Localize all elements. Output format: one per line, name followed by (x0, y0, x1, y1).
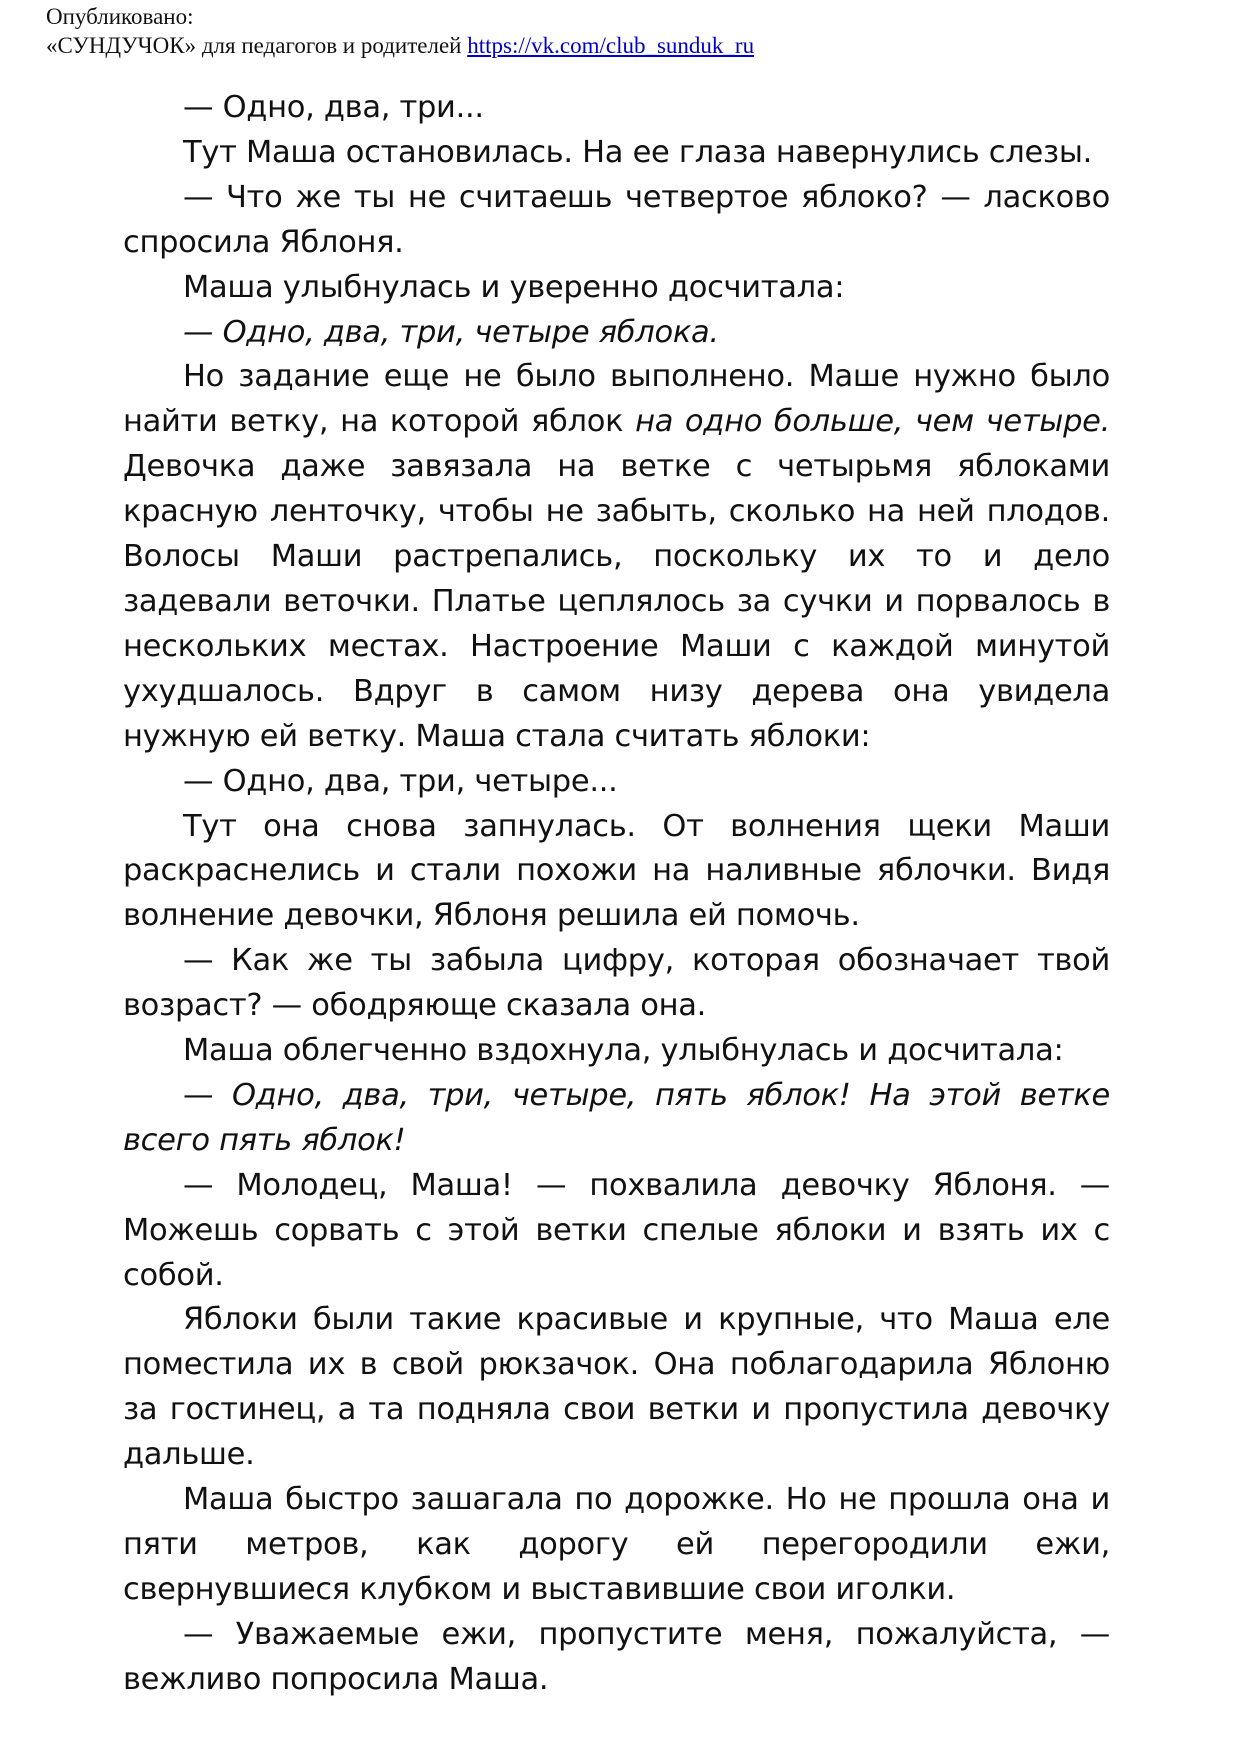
paragraph: — Одно, два, три... (183, 90, 484, 125)
paragraph: Яблоки были такие красивые и крупные, что Маша еле поместила их в свой рюкзачок. Она поблагодарила Яблоню за гостинец, а та подняла свои ветки и пропустила девочку дальше. (123, 1302, 1110, 1473)
dash: — (183, 1077, 232, 1113)
paragraph (123, 355, 1110, 759)
paragraph: Маша быстро зашагала по дорожке. Но не прошла она и пяти метров, как дорогу ей перегородили ежи, свернувшиеся клубком и выставившие свои иголки. (123, 1482, 1110, 1607)
paragraph: — Молодец, Маша! — похвалила девочку Яблоня. — Можешь сорвать с этой ветки спелые яблоки и взять их с собой. (123, 1167, 1110, 1293)
italic-text: — Одно, два, три, четыре яблока. (183, 314, 719, 350)
paragraph: — Одно, два, три, четыре... (183, 763, 618, 799)
italic-text: на одно больше, чем четыре. (635, 404, 1110, 440)
published-label: Опубликовано: (46, 4, 194, 29)
paragraph: Тут она снова запнулась. От волнения щеки Маши раскраснелись и стали похожи на наливные яблочки. Видя волнение девочки, Яблоня решила ей помочь. (123, 808, 1110, 934)
paragraph: — Что же ты не считаешь четвертое яблоко? — ласково спросила Яблоня. (123, 179, 1110, 260)
source-line (46, 31, 754, 60)
paragraph: Тут Маша остановилась. На ее глаза навернулись слезы. (183, 134, 1093, 170)
paragraph (123, 1074, 1110, 1164)
paragraph: Маша облегченно вздохнула, улыбнулась и досчитала: (183, 1033, 1064, 1069)
paragraph: — Уважаемые ежи, пропустите меня, пожалуйста, — вежливо попросила Маша. (123, 1616, 1110, 1697)
paragraph: Маша улыбнулась и уверенно досчитала: (183, 269, 845, 305)
publication-header (46, 2, 754, 60)
paragraph (123, 311, 1110, 356)
paragraph-text: Девочка даже завязала на ветке с четырьмя яблоками красную ленточку, чтобы не забыть, сколько на ней плодов. Волосы Маши растрепались, поскольку их то и дело задевали веточки. Платье цеплялось за сучки и порвалось в нескольких местах. Настроение Маши с каждой минутой ухудшалось. Вдруг в самом низу дерева она увидела нужную ей ветку. Маша стала считать яблоки: (123, 449, 1110, 754)
paragraph-text: Но задание еще не было выполнено. Маше нужно было найти ветку, на которой яблок (123, 359, 1110, 440)
source-text: «СУНДУЧОК» для педагогов и родителей (46, 33, 462, 58)
source-link[interactable]: https://vk.com/club_sunduk_ru (467, 33, 755, 58)
paragraph: — Как же ты забыла цифру, которая обозначает твой возраст? — ободряюще сказала она. (123, 943, 1110, 1024)
story-text (123, 86, 1110, 1703)
italic-text: Одно, два, три, четыре, пять яблок! На этой ветке всего пять яблок! (123, 1077, 1110, 1158)
